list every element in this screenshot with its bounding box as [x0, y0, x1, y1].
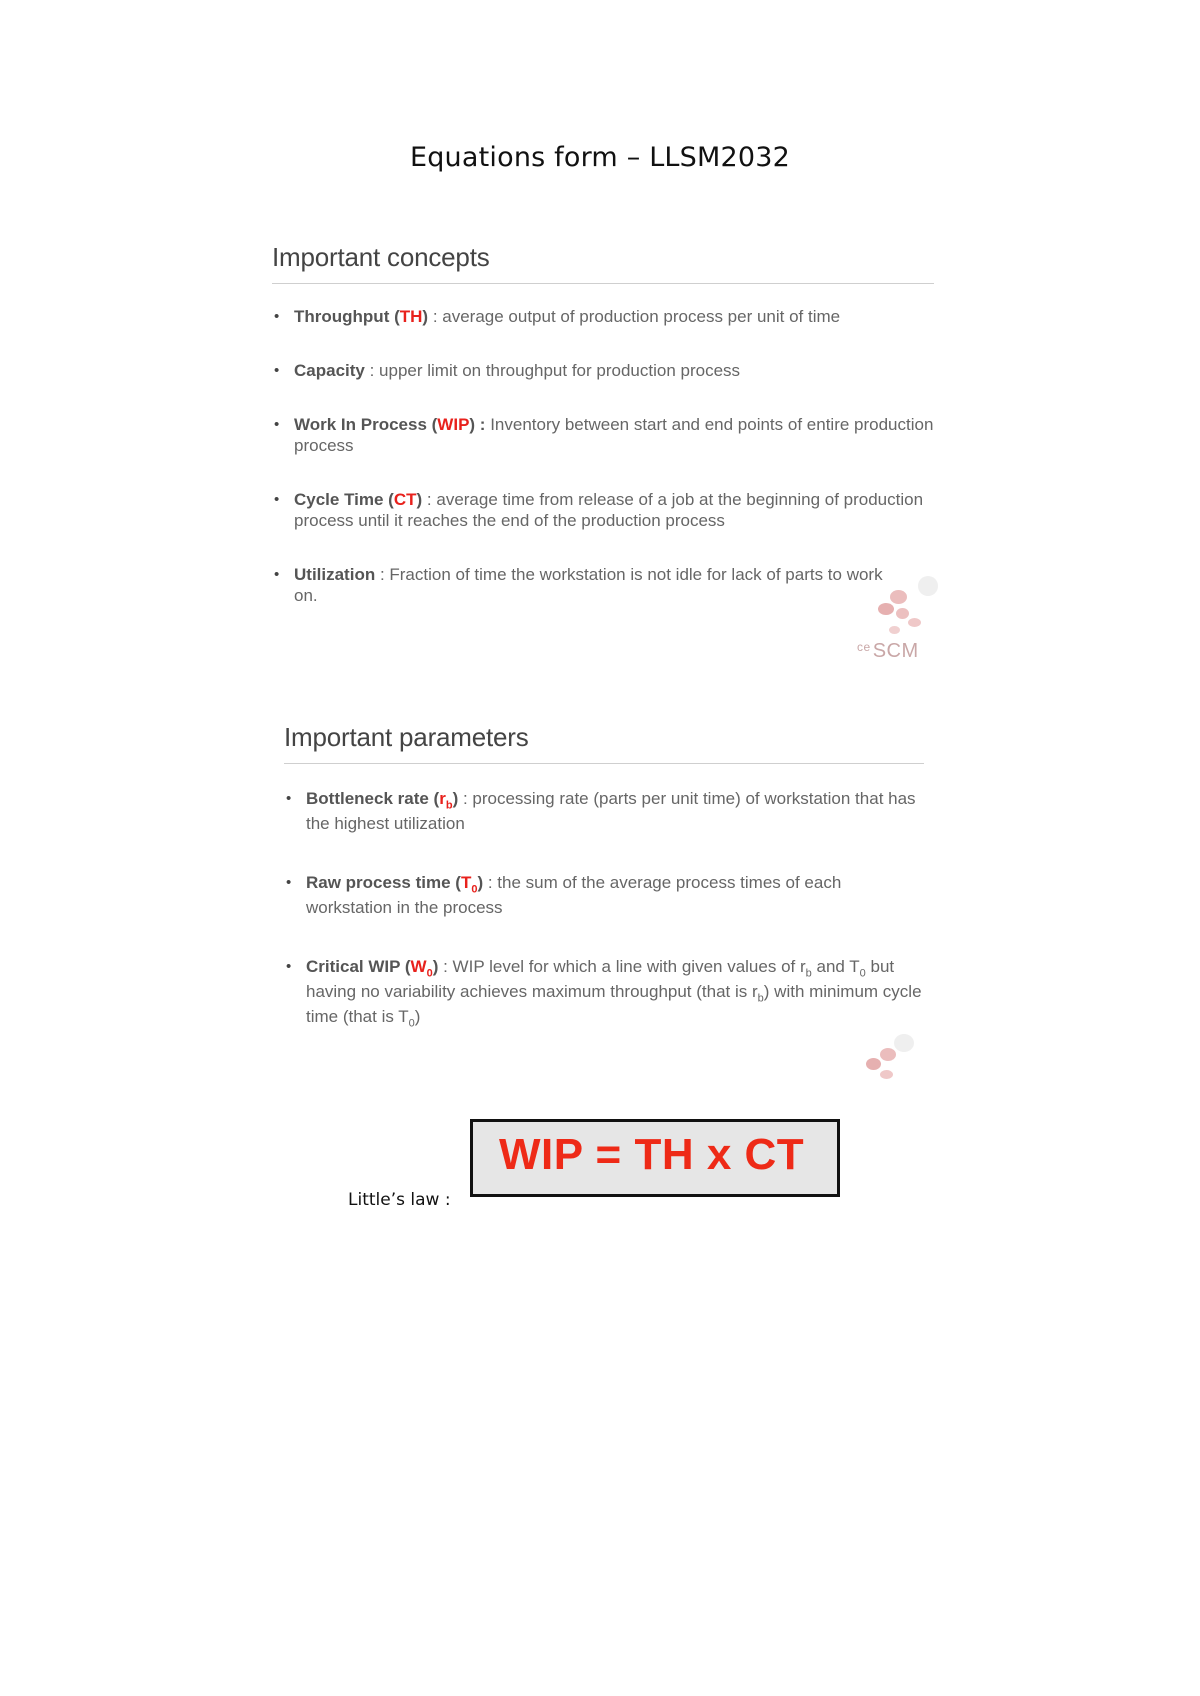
- param-term: Critical WIP (: [306, 957, 411, 976]
- param-term: Raw process time (: [306, 873, 461, 892]
- param-text: ) with minimum cycle time (that is T: [306, 982, 922, 1026]
- concept-term: Capacity: [294, 361, 365, 380]
- concept-abbr: TH: [399, 307, 423, 326]
- param-sub: b: [805, 967, 812, 980]
- logo-dot: [866, 1058, 881, 1070]
- param-text: ): [414, 1007, 421, 1026]
- concepts-divider: [272, 283, 934, 284]
- param-term-end: ): [432, 957, 439, 976]
- concepts-slide: [272, 236, 934, 676]
- concept-throughput: [272, 306, 934, 327]
- concept-term-end: ): [416, 490, 423, 509]
- param-sub: 0: [859, 967, 866, 980]
- concept-term-end: ): [422, 307, 429, 326]
- littles-law-formula: WIP = TH x CT: [499, 1130, 805, 1179]
- concept-text: Inventory between start and end points of entire production process: [294, 415, 934, 455]
- param-text: : the sum of the average process times of each workstation in the process: [306, 873, 842, 917]
- param-text: : processing rate (parts per unit time) of workstation that has the highest utilization: [306, 789, 916, 833]
- concept-sep: :: [364, 361, 380, 380]
- concepts-heading: Important concepts: [272, 242, 490, 272]
- param-sub: 0: [408, 1017, 415, 1030]
- concept-sep: :: [428, 307, 443, 326]
- concept-utilization: [272, 564, 934, 606]
- param-symbol: [410, 957, 433, 980]
- param-term-end: ): [477, 873, 484, 892]
- param-term: Bottleneck rate (: [306, 789, 440, 808]
- concept-text: Fraction of time the workstation is not idle for lack of parts to work on.: [294, 565, 883, 605]
- param-symbol: [460, 873, 478, 896]
- littles-law-label: Little’s law :: [348, 1190, 451, 1210]
- param-symbol-sub: 0: [426, 967, 433, 980]
- param-text: and T: [811, 957, 860, 976]
- concept-term: Throughput (: [294, 307, 400, 326]
- concept-capacity: [272, 360, 934, 381]
- cescm-logo-dots-2: [866, 1034, 926, 1094]
- concept-term: Utilization: [294, 565, 376, 584]
- logo-dot: [889, 626, 900, 634]
- param-symbol-letter: W: [410, 957, 427, 976]
- logo-prefix: ce: [857, 640, 871, 654]
- littles-law-formula-box: [470, 1119, 840, 1197]
- param-symbol-sub: 0: [471, 883, 478, 896]
- concepts-list: [272, 306, 934, 606]
- param-text: but having no variability achieves maximum throughput (that is r: [306, 957, 895, 1001]
- param-symbol-sub: b: [445, 799, 453, 812]
- param-raw-process-time: [284, 870, 924, 920]
- concept-sep: :: [422, 490, 437, 509]
- logo-dot: [890, 590, 907, 604]
- param-sub: b: [757, 992, 764, 1005]
- logo-dot: [880, 1048, 896, 1061]
- concept-text: average time from release of a job at the beginning of production process until it reaches the end of the production process: [294, 490, 924, 530]
- concept-abbr: CT: [393, 490, 417, 509]
- concept-sep: :: [375, 565, 390, 584]
- param-text: : WIP level for which a line with given values of r: [438, 957, 806, 976]
- concept-wip: [272, 414, 934, 456]
- cescm-logo: [857, 640, 919, 663]
- parameters-slide: [284, 716, 924, 1096]
- param-bottleneck-rate: [284, 786, 924, 836]
- cescm-logo-dots: [872, 576, 942, 646]
- parameters-list: [284, 786, 924, 1029]
- param-symbol-letter: r: [439, 789, 446, 808]
- param-symbol: [439, 789, 453, 812]
- logo-dot: [880, 1070, 893, 1079]
- param-critical-wip: [284, 954, 924, 1029]
- logo-dot: [908, 618, 921, 627]
- parameters-heading: Important parameters: [284, 722, 529, 752]
- concept-cycle-time: [272, 489, 934, 531]
- concept-term: Cycle Time (: [294, 490, 394, 509]
- concept-term-end: ) :: [469, 415, 486, 434]
- concept-abbr: WIP: [437, 415, 470, 434]
- concept-text: upper limit on throughput for production process: [379, 361, 741, 380]
- logo-name: SCM: [872, 640, 919, 662]
- document-title: Equations form – LLSM2032: [409, 142, 791, 173]
- concept-term: Work In Process (: [294, 415, 438, 434]
- parameters-divider: [284, 763, 924, 764]
- param-symbol-letter: T: [460, 873, 472, 892]
- concept-text: average output of production process per unit of time: [442, 307, 841, 326]
- logo-dot: [896, 608, 909, 619]
- param-term-end: ): [452, 789, 459, 808]
- logo-dot: [878, 603, 894, 615]
- logo-dot: [918, 576, 938, 596]
- logo-dot: [894, 1034, 914, 1052]
